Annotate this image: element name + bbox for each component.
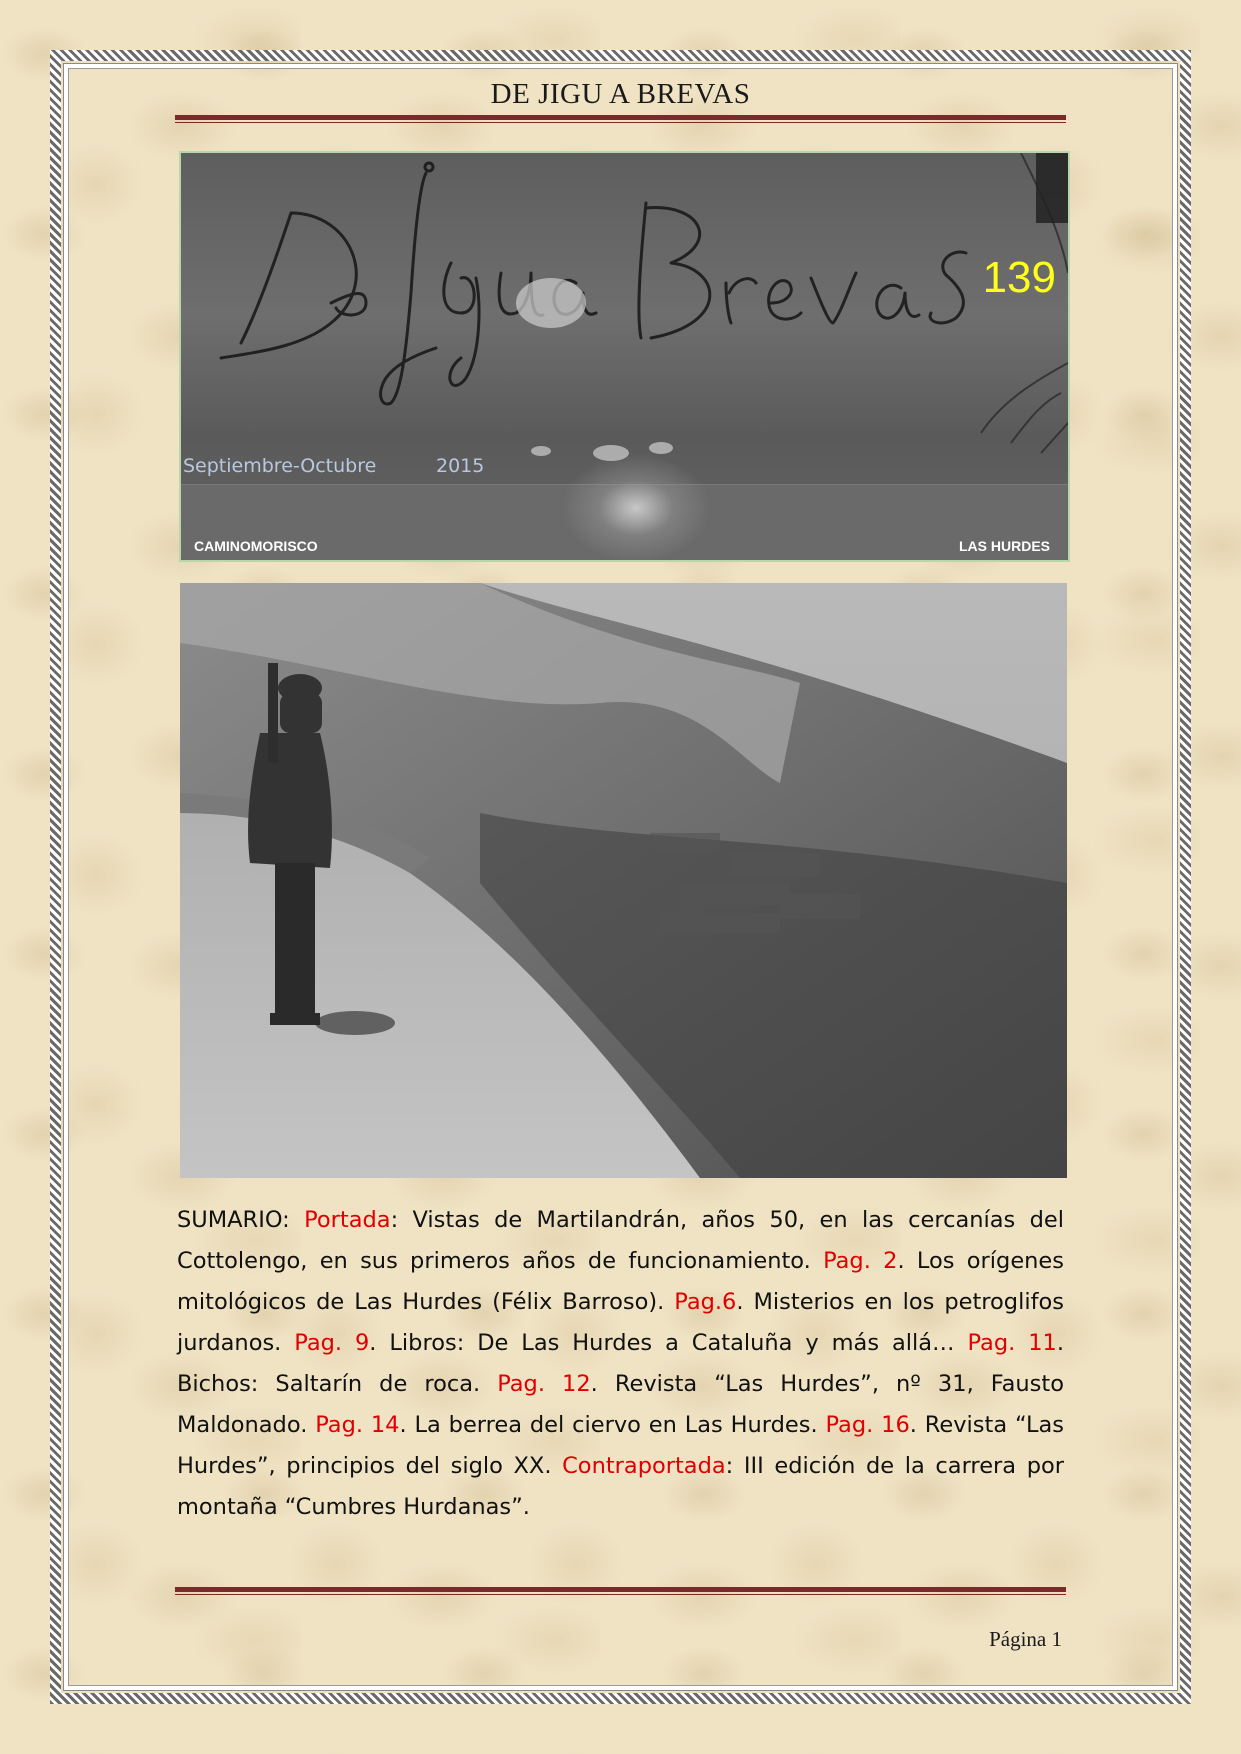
summary-text-segment: . Revista “Las Hurdes”, principios del siglo XX. [177, 1412, 1064, 1479]
summary-text-segment: SUMARIO: [177, 1207, 305, 1233]
banner-location-right: LAS HURDES [958, 538, 1050, 554]
summary-text-segment: . Revista “Las Hurdes”, nº 31, Fausto Maldonado. [177, 1371, 1064, 1438]
issue-date: Septiembre-Octubre [183, 455, 377, 477]
cover-photograph [180, 583, 1067, 1178]
cover-photo-illustration [180, 583, 1067, 1178]
issue-number: 139 [982, 253, 1056, 302]
summary-page-reference: Pag. 14 [315, 1412, 400, 1438]
summary-text-segment: : III edición de la carrera por montaña “Cumbres Hurdanas”. [177, 1453, 1064, 1520]
summary-page-reference: Pag. 16 [825, 1412, 910, 1438]
magazine-masthead-banner [179, 151, 1070, 562]
summary-page-reference: Pag. 11 [967, 1330, 1057, 1356]
footer-rule [175, 1587, 1066, 1595]
masthead-script-lettering [181, 153, 1068, 560]
running-header-title: DE JIGU A BREVAS [490, 78, 751, 110]
summary-text-segment: . La berrea del ciervo en Las Hurdes. [399, 1412, 826, 1438]
summary-text-segment: . Los orígenes mitológicos de Las Hurdes (Félix Barroso). [177, 1248, 1064, 1315]
summary-text-segment: . Libros: De Las Hurdes a Cataluña y más allá… [369, 1330, 968, 1356]
issue-summary-paragraph [177, 1200, 1064, 1528]
summary-page-reference: Contraportada [562, 1453, 726, 1479]
summary-page-reference: Pag.6 [674, 1289, 737, 1315]
summary-page-reference: Pag. 9 [294, 1330, 370, 1356]
summary-text-segment: . Bichos: Saltarín de roca. [177, 1330, 1064, 1397]
header-rule [175, 115, 1066, 123]
summary-text-segment: . Misterios en los petroglifos jurdanos. [177, 1289, 1064, 1356]
summary-page-reference: Pag. 12 [497, 1371, 591, 1397]
summary-text-segment: : Vistas de Martilandrán, años 50, en las cercanías del Cottolengo, en sus primeros años de funcionamiento. [177, 1207, 1065, 1274]
summary-page-reference: Portada [304, 1207, 391, 1233]
summary-page-reference: Pag. 2 [823, 1248, 898, 1274]
banner-location-left: CAMINOMORISCO [194, 538, 318, 554]
page-number: Página 1 [989, 1627, 1062, 1651]
issue-year: 2015 [436, 455, 485, 477]
